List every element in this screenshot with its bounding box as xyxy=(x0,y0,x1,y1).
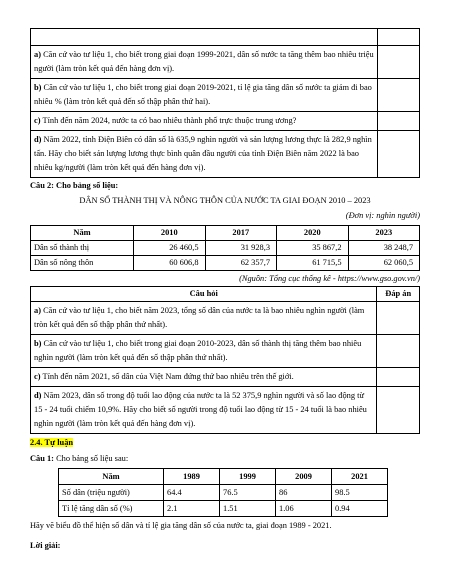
table-cell: 61 715,5 xyxy=(277,256,349,271)
table-title: DÂN SỐ THÀNH THỊ VÀ NÔNG THÔN CỦA NƯỚC TA GIAI ĐOẠN 2010 – 2023 xyxy=(79,196,371,205)
answer-cell xyxy=(377,368,420,387)
question-label: a) xyxy=(34,306,41,315)
table-row xyxy=(31,241,420,256)
column-header: 2020 xyxy=(277,226,349,241)
table-cell: 62 060,5 xyxy=(348,256,420,271)
question-cell xyxy=(31,46,378,79)
answer-cell xyxy=(377,79,419,112)
question-cell xyxy=(31,131,378,178)
question-label: b) xyxy=(34,83,42,92)
answer-cell xyxy=(377,29,419,46)
column-header: 2017 xyxy=(205,226,277,241)
table-cell: 38 248,7 xyxy=(348,241,420,256)
table-cell: 86 xyxy=(276,485,332,501)
population-growth-table xyxy=(58,468,388,517)
unit-note: (Đơn vị: nghìn người) xyxy=(345,211,420,220)
column-header: 2023 xyxy=(348,226,420,241)
question-cell xyxy=(31,79,378,112)
question-text: Năm 2022, tỉnh Điện Biên có dân số là 635,9 nghìn người và sản lượng lương thực là 282,9 nghìn tấn. Hãy cho biết sản lượng lương thực bình quân đầu người của tỉnh Điện Biên năm 2022 là bao nhiêu kg/người (làm tròn kết quả đến hàng đơn vị). xyxy=(34,135,372,172)
section-heading-wrap xyxy=(30,436,420,450)
answer-cell xyxy=(377,387,420,434)
question-answer-table xyxy=(30,286,420,434)
table-cell: 0.94 xyxy=(332,501,388,517)
column-header-question: Câu hỏi xyxy=(31,287,377,302)
question-text: Tính đến năm 2021, số dân của Việt Nam đứng thứ bao nhiêu trên thế giới. xyxy=(42,372,294,381)
row-label: Dân số nông thôn xyxy=(31,256,134,271)
question-text: Căn cứ vào tư liệu 1, cho biết trong giai đoạn 2010-2023, dân số thành thị tăng thêm bao nhiêu nghìn người (làm tròn kết quả đến số thập phân thứ nhất). xyxy=(34,339,362,362)
question-text: Căn cứ vào tư liệu 1, cho biết trong giai đoạn 2019-2021, tỉ lệ gia tăng dân số nước ta giảm đi bao nhiêu % (làm tròn kết quả đến số thập phân thứ hai). xyxy=(34,83,372,106)
document-page xyxy=(30,0,420,553)
row-label: Dân số thành thị xyxy=(31,241,134,256)
column-header-answer: Đáp án xyxy=(377,287,420,302)
answer-cell xyxy=(377,46,419,79)
answer-cell xyxy=(377,131,419,178)
table-cell: 35 867,2 xyxy=(277,241,349,256)
table-row xyxy=(31,29,420,46)
source-note: (Nguồn: Tổng cục thống kê - https://www.gso.gov.vn/) xyxy=(239,274,420,283)
table-cell: 2.1 xyxy=(164,501,220,517)
table-row xyxy=(31,256,420,271)
answer-cell xyxy=(377,112,419,131)
row-label: Số dân (triệu người) xyxy=(59,485,164,501)
table-cell: 26 460,5 xyxy=(134,241,206,256)
table-cell: 98.5 xyxy=(332,485,388,501)
answer-cell xyxy=(377,335,420,368)
table-row xyxy=(59,501,388,517)
table-row xyxy=(31,387,420,434)
question-label: d) xyxy=(34,135,42,144)
column-header: Năm xyxy=(59,469,164,485)
table-row xyxy=(31,46,420,79)
table-header-row xyxy=(31,287,420,302)
table-row xyxy=(31,335,420,368)
table-row xyxy=(31,368,420,387)
question-label: a) xyxy=(34,50,41,59)
column-header: 2021 xyxy=(332,469,388,485)
section-heading: 2.4. Tự luận xyxy=(30,438,74,447)
table-cell: 31 928,3 xyxy=(205,241,277,256)
population-table xyxy=(30,225,420,271)
row-label: Tỉ lệ tăng dân số (%) xyxy=(59,501,164,517)
table-header-row xyxy=(31,226,420,241)
table-row xyxy=(31,79,420,112)
question-cell xyxy=(31,387,377,434)
table-cell: 76.5 xyxy=(220,485,276,501)
question-text: Tính đến năm 2024, nước ta có bao nhiêu thành phố trực thuộc trung ương? xyxy=(42,116,297,125)
table-cell: 64.4 xyxy=(164,485,220,501)
table-row xyxy=(31,112,420,131)
cau1-line xyxy=(30,452,420,466)
instruction-text: Hãy vẽ biểu đồ thể hiện số dân và tỉ lệ gia tăng dân số của nước ta, giai đoạn 1989 - 2021. xyxy=(30,521,332,530)
table-cell: 60 606,8 xyxy=(134,256,206,271)
column-header: 2009 xyxy=(276,469,332,485)
empty-question-cell xyxy=(31,29,378,46)
table-header-row xyxy=(59,469,388,485)
column-header: 2010 xyxy=(134,226,206,241)
cau1-text: Cho bảng số liệu sau: xyxy=(53,454,129,463)
question-text: Năm 2023, dân số trong độ tuổi lao động của nước ta là 52 375,9 nghìn người và số lao động từ 15 - 24 tuổi chiếm 10,9%. Hãy cho biết số người trong độ tuổi lao động từ 15 - 24 tuổi là bao nhiêu nghìn người (làm tròn kết quả đến hàng đơn vị). xyxy=(34,391,367,428)
table-cell: 1.06 xyxy=(276,501,332,517)
question-label: b) xyxy=(34,339,42,348)
question-cell xyxy=(31,335,377,368)
column-header: Năm xyxy=(31,226,134,241)
table-cell: 62 357,7 xyxy=(205,256,277,271)
answer-cell xyxy=(377,302,420,335)
question-cell xyxy=(31,368,377,387)
top-question-table xyxy=(30,28,420,178)
table-cell: 1.51 xyxy=(220,501,276,517)
cau2-heading: Câu 2: Cho bảng số liệu: xyxy=(30,181,119,190)
question-label: d) xyxy=(34,391,42,400)
table-row xyxy=(59,485,388,501)
question-cell xyxy=(31,302,377,335)
column-header: 1989 xyxy=(164,469,220,485)
cau1-label: Câu 1: xyxy=(30,454,54,463)
question-cell xyxy=(31,112,378,131)
question-label: c) xyxy=(34,372,41,381)
table-row xyxy=(31,302,420,335)
question-text: Căn cứ vào tư liệu 1, cho biết trong giai đoạn 1999-2021, dân số nước ta tăng thêm bao nhiêu triệu người (làm tròn kết quả đến hàng đơn vị). xyxy=(34,50,374,73)
question-text: Căn cứ vào tư liệu 1, cho biết năm 2023, tổng số dân của nước ta là bao nhiêu nghìn người (làm tròn kết quả đến số thập phân thứ nhất). xyxy=(34,306,365,329)
column-header: 1999 xyxy=(220,469,276,485)
answer-label: Lời giải: xyxy=(30,541,61,550)
question-label: c) xyxy=(34,116,41,125)
table-row xyxy=(31,131,420,178)
